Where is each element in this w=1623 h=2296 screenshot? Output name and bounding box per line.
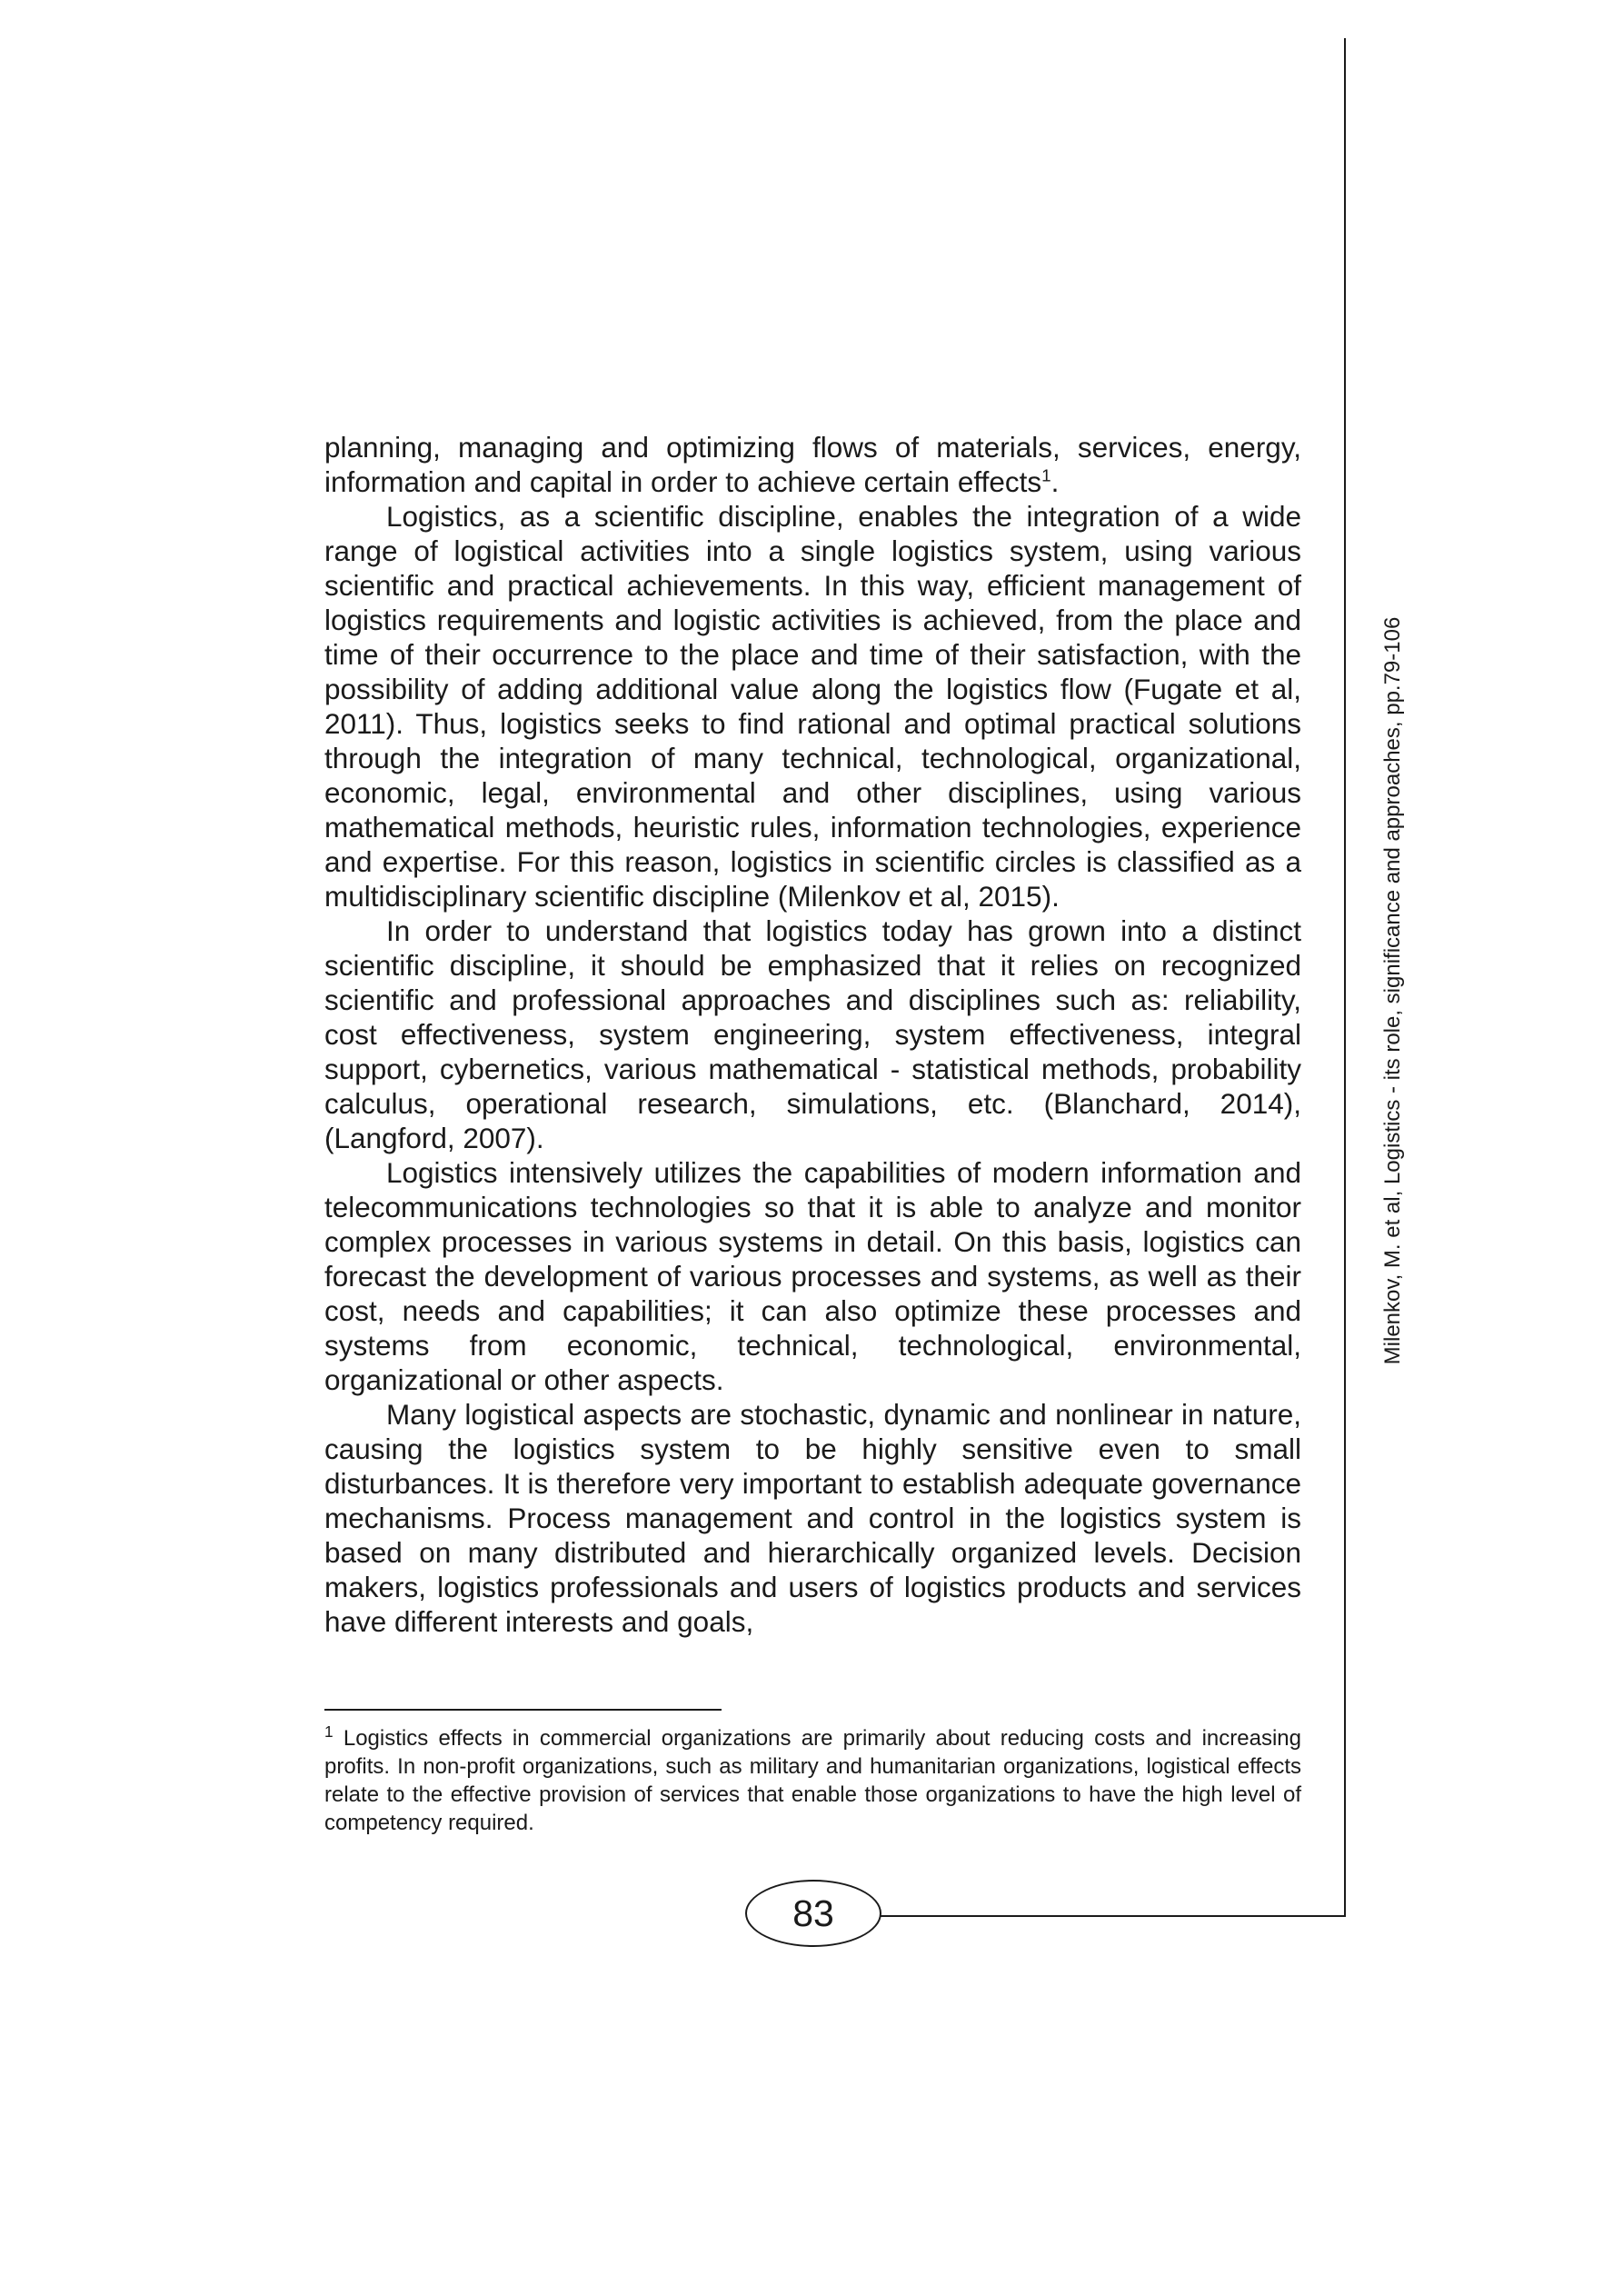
footnote (324, 1724, 1301, 1837)
footnote-separator (324, 1709, 722, 1711)
page-number-rule (872, 1915, 1346, 1917)
running-header: Milenkov, M. et al, Logistics - its role, significance and approaches, pp.79-106 (1380, 616, 1405, 1365)
footnote-number: 1 (324, 1722, 334, 1741)
paragraph-3: In order to understand that logistics today has grown into a distinct scientific discipline, it should be emphasized that it relies on recognized scientific and professional approaches and disciplines such as: reliability, cost effectiveness, system engineering, system effectiveness, integral support, cybernetics, various mathematical - statistical methods, probability calculus, operational research, simulations, etc. (Blanchard, 2014), (Langford, 2007). (324, 914, 1301, 1154)
paragraph-1-end: . (1050, 465, 1060, 498)
body-text (324, 430, 1301, 1639)
paragraph-4: Logistics intensively utilizes the capabilities of modern information and telecommunications technologies so that it is able to analyze and monitor complex processes in various systems in detail. On this basis, logistics can forecast the development of various processes and systems, as well as their cost, needs and capabilities; it can also optimize these processes and systems from economic, technical, technological, environmental, organizational or other aspects. (324, 1156, 1301, 1396)
paragraph-5: Many logistical aspects are stochastic, dynamic and nonlinear in nature, causing the logistics system to be highly sensitive even to small disturbances. It is therefore very important to establish adequate governance mechanisms. Process management and control in the logistics system is based on many distributed and hierarchically organized levels. Decision makers, logistics professionals and users of logistics products and services have different interests and goals, (324, 1398, 1301, 1638)
footnote-reference[interactable]: 1 (1041, 466, 1051, 486)
paragraph-1 (324, 430, 1301, 499)
page-number: 83 (745, 1880, 881, 1947)
footnote-text: Logistics effects in commercial organizations are primarily about reducing costs and increasing profits. In non-profit organizations, such as military and humanitarian organizations, logistical effects relate to the effective provision of services that enable those organizations to have the high level of competency required. (324, 1726, 1301, 1835)
paragraph-2: Logistics, as a scientific discipline, enables the integration of a wide range of logistical activities into a single logistics system, using various scientific and practical achievements. In this way, efficient management of logistics requirements and logistic activities is achieved, from the place and time of their occurrence to the place and time of their satisfaction, with the possibility of adding additional value along the logistics flow (Fugate et al, 2011). Thus, logistics seeks to find rational and optimal practical solutions through the integration of many technical, technological, organizational, economic, legal, environmental and other disciplines, using various mathematical methods, heuristic rules, information technologies, experience and expertise. For this reason, logistics in scientific circles is classified as a multidisciplinary scientific discipline (Milenkov et al, 2015). (324, 500, 1301, 913)
side-rule (1344, 38, 1346, 1916)
paragraph-1-text: planning, managing and optimizing flows of materials, services, energy, information and capital in order to achieve certain effects (324, 431, 1301, 498)
